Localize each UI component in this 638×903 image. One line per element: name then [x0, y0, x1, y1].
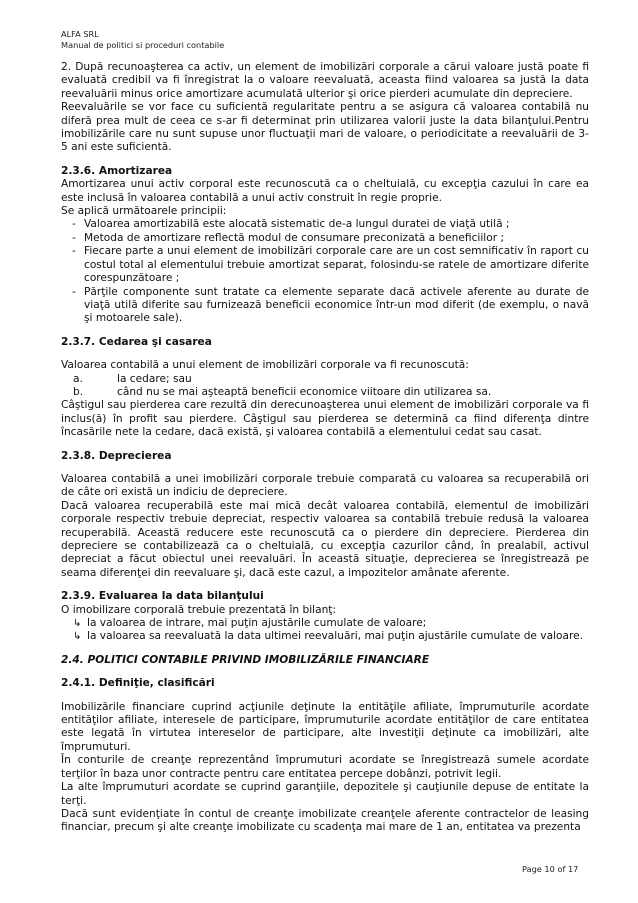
list-item: [61, 386, 589, 399]
section-heading: 2.3.9. Evaluarea la data bilanţului: [61, 590, 264, 603]
section-heading: 2.3.8. Deprecierea: [61, 449, 172, 462]
list-item: [61, 630, 589, 643]
list-item: [61, 617, 589, 630]
paragraph: În conturile de creanţe reprezentând împrumuturi acordate se înregistrează sumele acordate terţilor în baza unor contracte pentru care entitatea percepe dobânzi, potrivit legii.: [61, 754, 589, 780]
paragraph: Reevaluările se vor face cu suficientă regularitate pentru a se asigura că valoarea contabilă nu diferă prea mult de ceea ce s-ar fi determinat prin utilizarea valorii juste la data bilanţului.Pentru imobilizările care nu sunt supuse unor fluctuaţii mari de valoare, o periodicitate a reevaluării de 3-5 ani este suficientă.: [61, 101, 589, 154]
list-item: - Părţile componente sunt tratate ca elemente separate dacă activele aferente au durate de viaţă utilă diferite sau furnizează beneficii economice într-un mod diferit (de exemplu, o navă şi motoarele sale).: [61, 286, 589, 326]
paragraph: La alte împrumuturi acordate se cuprind garanţiile, depozitele şi cauţiunile depuse de entitate la terţi.: [61, 781, 589, 807]
section-heading: 2.3.7. Cedarea şi casarea: [61, 335, 212, 348]
paragraph: Amortizarea unui activ corporal este recunoscută ca o cheltuială, cu excepţia cazului în care ea este inclusă în valoarea contabilă a unui activ construit în regie proprie.: [61, 178, 589, 204]
list-text: la cedare; sau: [117, 372, 192, 385]
paragraph: Dacă valoarea recuperabilă este mai mică decât valoarea contabilă, elementul de imobilizări corporale respectiv trebuie depreciat, respectiv valoarea sa contabilă trebuie redusă la valoarea recuperabilă. Această reducere este recunoscută ca o pierdere din depreciere. Pierderea din depreciere se contabilizează ca o cheltuială, cu excepţia cazurilor când, în prealabil, activul depreciat a făcut obiectul unei reevaluări. În această situaţie, deprecierea se înregistrează pe seama diferenţei din reevaluare şi, dacă este cazul, a impozitelor amânate aferente.: [61, 499, 589, 579]
list-text: când nu se mai aşteaptă beneficii economice viitoare din utilizarea sa.: [117, 385, 492, 398]
amortization-principles-list: [61, 218, 589, 325]
list-marker: b.: [73, 385, 84, 398]
chapter-heading: 2.4. POLITICI CONTABILE PRIVIND IMOBILIZĂRILE FINANCIARE: [61, 653, 430, 666]
list-item: - Metoda de amortizare reflectă modul de consumare preconizată a beneficiilor ;: [61, 232, 589, 245]
paragraph: Se aplică următoarele principii:: [61, 205, 227, 218]
paragraph: Imobilizările financiare cuprind acţiunile deţinute la entităţile afiliate, împrumuturile acordate entităţilor afiliate, interesele de participare, împrumuturile acordate entităţilor de care entitatea este legată în virtutea intereselor de participare, alte investiţii deţinute ca imobilizări, alte împrumuturi.: [61, 700, 589, 753]
company-name: ALFA SRL: [61, 29, 99, 39]
paragraph: 2. După recunoaşterea ca activ, un element de imobilizări corporale a cărui valoare justă poate fi evaluată credibil va fi înregistrat la o valoare reevaluată, aceasta fiind valoarea sa justă la data reevaluării minus orice amortizare acumulată ulterior şi orice pierderi acumulate din depreciere.: [61, 61, 589, 100]
paragraph: Valoarea contabilă a unui element de imobilizări corporale va fi recunoscută:: [61, 359, 469, 372]
list-item: - Valoarea amortizabilă este alocată sistematic de-a lungul duratei de viaţă utilă ;: [61, 218, 589, 231]
section-heading: 2.3.6. Amortizarea: [61, 164, 173, 177]
list-text: la valoarea de intrare, mai puţin ajustările cumulate de valoare;: [87, 617, 427, 630]
page-header: [61, 29, 224, 51]
paragraph: Dacă sunt evidenţiate în contul de creanţe imobilizate creanţele aferente contractelor de leasing financiar, precum şi alte creanţe imobilizate cu scadenţa mai mare de 1 an, entitatea va prezenta: [61, 807, 589, 834]
hooked-arrow-icon: ↳: [73, 631, 82, 643]
hooked-arrow-icon: ↳: [73, 618, 82, 630]
list-item: [61, 373, 589, 386]
list-marker: a.: [73, 372, 83, 385]
document-body: [61, 61, 589, 835]
paragraph: O imobilizare corporală trebuie prezentată în bilanţ:: [61, 603, 337, 616]
page-number: Page 10 of 17: [522, 864, 579, 874]
paragraph: Câştigul sau pierderea care rezultă din derecunoaşterea unui element de imobilizări corporale va fi inclus(ă) în profit sau pierdere. Câştigul sau pierderea se determină ca fiind diferenţa dintre încasările nete la cedare, dacă există, şi valoarea contabilă a elementului cedat sau casat.: [61, 399, 589, 439]
section-heading: 2.4.1. Definiţie, clasificări: [61, 677, 215, 690]
manual-title: Manual de politici si proceduri contabile: [61, 40, 225, 50]
list-text: la valoarea sa reevaluată la data ultimei reevaluări, mai puţin ajustările cumulate de valoare.: [87, 630, 583, 643]
list-item: - Fiecare parte a unui element de imobilizări corporale care are un cost semnificativ în raport cu costul total al elementului trebuie amortizat separat, folosindu-se ratele de amortizare diferite corespunzătoare ;: [61, 245, 589, 285]
paragraph: Valoarea contabilă a unei imobilizări corporale trebuie comparată cu valoarea sa recuperabilă ori de câte ori există un indiciu de depreciere.: [61, 472, 589, 499]
